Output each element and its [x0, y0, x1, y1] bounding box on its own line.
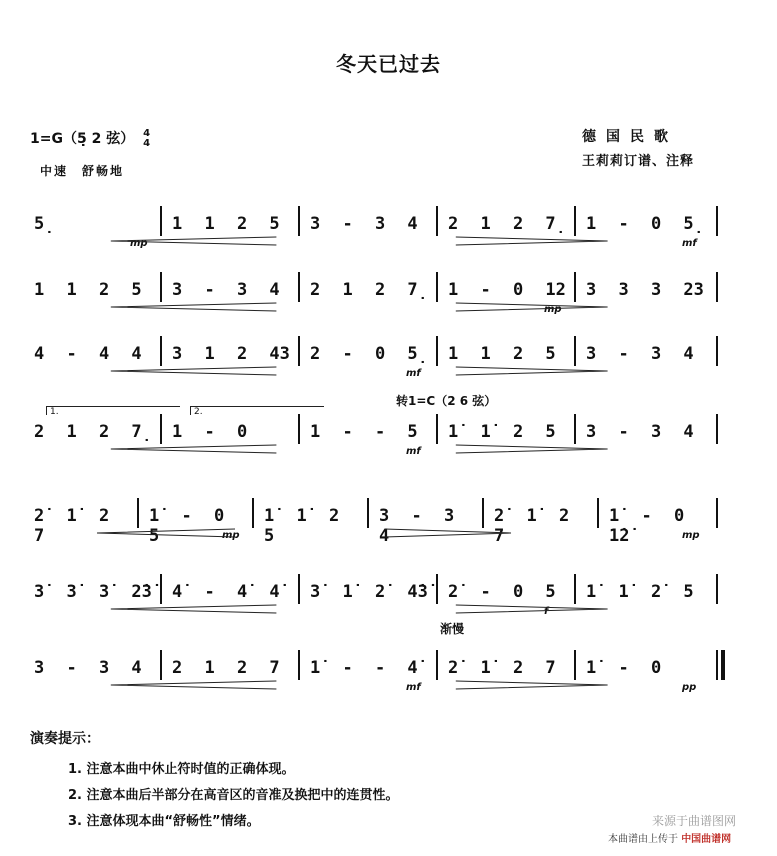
barline — [298, 574, 300, 604]
measure-notes: 2 1 2 7̣ — [34, 422, 152, 442]
barline — [160, 414, 162, 444]
hairpin — [111, 303, 277, 311]
tip-item: 3. 注意体现本曲“舒畅性”情绪。 — [68, 814, 260, 829]
barline — [160, 272, 162, 302]
barline — [298, 336, 300, 366]
barline — [137, 498, 139, 528]
barline — [482, 498, 484, 528]
measure-notes: 3 - 3 4 — [34, 658, 142, 678]
watermark-site: 来源于曲谱图网 — [652, 814, 737, 828]
notation-row — [28, 322, 728, 392]
measure-notes: 3 - 3 4 — [379, 506, 455, 546]
hairpin — [456, 605, 608, 613]
measure-notes: 3 3 3 23 — [586, 280, 704, 300]
hairpin — [456, 303, 608, 311]
barline — [436, 206, 438, 236]
barline — [716, 650, 718, 680]
hairpin-markings — [28, 604, 718, 614]
hairpin — [111, 605, 277, 613]
hairpin — [385, 529, 512, 537]
barline — [436, 414, 438, 444]
notation-row — [28, 636, 728, 706]
final-barline — [721, 650, 725, 680]
dynamic-marking: mf — [406, 682, 421, 693]
barline — [436, 336, 438, 366]
hairpin-markings — [28, 444, 718, 454]
volta-bracket: 2. — [190, 406, 324, 415]
barline — [597, 498, 599, 528]
barline — [298, 414, 300, 444]
hairpin — [97, 529, 235, 537]
measure-notes: 3 - 3 4 — [586, 344, 694, 364]
hairpin — [456, 237, 608, 245]
measure-notes: 1̇ - 0 — [586, 658, 662, 678]
modulation-marking: 转1=C（2 6 弦） — [396, 394, 497, 408]
key-signature — [30, 128, 150, 149]
measure-notes: 2 1 2 7̣ — [448, 214, 566, 234]
notation-row — [28, 560, 728, 630]
barline — [298, 650, 300, 680]
barline — [160, 336, 162, 366]
tip-item: 2. 注意本曲后半部分在高音区的音准及换把中的连贯性。 — [68, 788, 399, 803]
barline — [436, 650, 438, 680]
barline — [574, 650, 576, 680]
measure-notes: 1̇ 1̇ 2̇ 5 — [586, 582, 694, 602]
barline — [574, 414, 576, 444]
barline — [574, 574, 576, 604]
hairpin — [111, 237, 277, 245]
measure-notes: 2 - 0 5̣ — [310, 344, 428, 364]
barline — [367, 498, 369, 528]
barline — [716, 574, 718, 604]
measure-notes: 1 - 0 — [172, 422, 248, 442]
song-origin: 德国民歌 — [582, 129, 678, 145]
measure-notes: 4 - 4 4 — [34, 344, 142, 364]
measure-notes: 1̇ 1̇ 2 5 — [264, 506, 340, 546]
barline — [716, 414, 718, 444]
measure-notes: 2 1 2 7 — [172, 658, 280, 678]
hairpin — [111, 445, 277, 453]
measure-notes: 1 - 0 5̣ — [586, 214, 704, 234]
brand-logo: 中国曲谱网 — [681, 834, 732, 845]
measure-notes: 1 1 2 5 — [172, 214, 280, 234]
measure-notes: 3 - 3 4 — [310, 214, 418, 234]
measure-notes: 1 - 0 12 — [448, 280, 566, 300]
measure-notes: 2̇ 1̇ 2 7 — [494, 506, 570, 546]
notation-row — [28, 192, 728, 262]
hairpin-markings — [28, 302, 718, 312]
measure-notes: 1̇ 1̇ 2 5 — [448, 422, 556, 442]
measure-notes: 3 1 2 43 — [172, 344, 290, 364]
dynamic-marking: mf — [682, 238, 697, 249]
dynamic-marking: mp — [682, 530, 700, 541]
measure-notes: 2̇ 1̇ 2 7 — [34, 506, 110, 546]
measure-notes: 3̇ 1̇ 2̇ 4̇3̇ — [310, 582, 428, 602]
dynamic-marking: mf — [406, 446, 421, 457]
ritardando-marking: 渐慢 — [440, 622, 465, 636]
time-signature: 4 4 — [143, 128, 151, 149]
notation-row — [28, 258, 728, 328]
measure-notes: 5̣ — [34, 214, 55, 234]
tempo-marking: 中速 舒畅地 — [40, 164, 125, 178]
dynamic-marking: mp — [222, 530, 240, 541]
barline — [716, 336, 718, 366]
hairpin — [456, 445, 608, 453]
measure-notes: 1 1 2 5 — [34, 280, 142, 300]
watermark-credit: 本曲谱由上传于 中国曲谱网 — [608, 834, 732, 845]
hairpin-markings — [28, 680, 718, 690]
dynamic-marking: f — [544, 606, 549, 617]
measure-notes: 2̇ 1̇ 2 7 — [448, 658, 556, 678]
measure-notes: 3 - 3 4 — [586, 422, 694, 442]
measure-notes: 1̇ - - 4̇ — [310, 658, 418, 678]
hairpin-markings — [28, 236, 718, 246]
barline — [298, 206, 300, 236]
key-label: 1=G（5̣ 2 弦） — [30, 131, 135, 147]
hairpin-markings — [28, 366, 718, 376]
barline — [574, 206, 576, 236]
barline — [160, 650, 162, 680]
measure-notes: 4̇ - 4̇ 4̇ — [172, 582, 280, 602]
barline — [574, 336, 576, 366]
barline — [298, 272, 300, 302]
measure-notes: 1̇ - 0 5 — [149, 506, 225, 546]
barline — [436, 574, 438, 604]
barline — [160, 206, 162, 236]
barline — [252, 498, 254, 528]
measure-notes: 1 1 2 5 — [448, 344, 556, 364]
volta-bracket: 1. — [46, 406, 180, 415]
hairpin — [111, 681, 277, 689]
hairpin — [456, 367, 608, 375]
hairpin — [111, 367, 277, 375]
notation-row — [28, 484, 728, 554]
measure-notes: 3̇ 3̇ 3̇ 2̇3̇ — [34, 582, 152, 602]
measure-notes: 1̇ - 0 1̇2̇ — [609, 506, 685, 546]
dynamic-marking: mp — [544, 304, 562, 315]
measure-notes: 1 - - 5 — [310, 422, 418, 442]
barline — [716, 272, 718, 302]
measure-notes: 2̇ - 0 5 — [448, 582, 556, 602]
tip-item: 1. 注意本曲中休止符时值的正确体现。 — [68, 762, 295, 777]
arranger-credit: 王莉莉订谱、注释 — [582, 154, 695, 169]
dynamic-marking: mp — [130, 238, 148, 249]
measure-notes: 3 - 3 4 — [172, 280, 280, 300]
hairpin-markings — [28, 528, 718, 538]
tips-heading: 演奏提示： — [30, 731, 100, 747]
barline — [716, 498, 718, 528]
dynamic-marking: pp — [682, 682, 697, 693]
barline — [160, 574, 162, 604]
barline — [436, 272, 438, 302]
score-title: 冬天已过去 — [336, 52, 441, 76]
measure-notes: 2 1 2 7̣ — [310, 280, 428, 300]
barline — [574, 272, 576, 302]
barline — [716, 206, 718, 236]
dynamic-marking: mf — [406, 368, 421, 379]
hairpin — [456, 681, 608, 689]
